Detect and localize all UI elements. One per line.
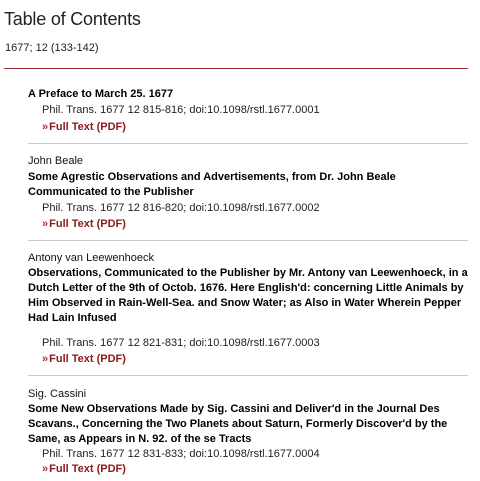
- article-title[interactable]: A Preface to March 25. 1677: [28, 88, 174, 100]
- chevron-right-icon: »: [42, 218, 49, 230]
- page-title: Table of Contents: [4, 9, 141, 29]
- article-author[interactable]: John Beale: [28, 155, 84, 167]
- chevron-right-icon: »: [42, 121, 49, 133]
- full-text-label: Full Text (PDF): [49, 353, 126, 365]
- article-title[interactable]: Some Agrestic Observations and Advertisements, from Dr. John Beale Communicated to the Publisher: [28, 171, 396, 198]
- article-title[interactable]: Observations, Communicated to the Publisher by Mr. Antony van Leewenhoeck, in a Dutch Letter of the 9th of Octob. 1676. Here English'd: concerning Little Animals by Him Observed in Rain-Well-Sea. and Snow Water; as Also in Water Wherein Pepper Had Lain Infused: [28, 267, 468, 324]
- article-title[interactable]: Some New Observations Made by Sig. Cassini and Deliver'd in the Journal Des Scavans., Concerning the Two Planets about Saturn, Formerly Discover'd by the Same, as Appears in N. 92. of the se Tracts: [28, 403, 448, 445]
- article-separator: [28, 375, 468, 376]
- article-author[interactable]: Sig. Cassini: [28, 388, 87, 400]
- article-citation: Phil. Trans. 1677 12 815-816; doi:10.1098/rstl.1677.0001: [42, 104, 320, 116]
- full-text-label: Full Text (PDF): [49, 463, 126, 475]
- header-divider: [4, 68, 468, 69]
- full-text-pdf-link[interactable]: [42, 218, 126, 230]
- full-text-pdf-link[interactable]: [42, 463, 126, 475]
- full-text-pdf-link[interactable]: [42, 121, 126, 133]
- article-citation: Phil. Trans. 1677 12 821-831; doi:10.1098/rstl.1677.0003: [42, 337, 320, 349]
- article-separator: [28, 143, 468, 144]
- full-text-label: Full Text (PDF): [49, 121, 126, 133]
- chevron-right-icon: »: [42, 353, 49, 365]
- article-author[interactable]: Antony van Leewenhoeck: [28, 252, 154, 264]
- issue-info: 1677; 12 (133-142): [5, 42, 99, 54]
- article-separator: [28, 240, 468, 241]
- full-text-pdf-link[interactable]: [42, 353, 126, 365]
- article-citation: Phil. Trans. 1677 12 831-833; doi:10.1098/rstl.1677.0004: [42, 448, 320, 460]
- chevron-right-icon: »: [42, 463, 49, 475]
- full-text-label: Full Text (PDF): [49, 218, 126, 230]
- article-citation: Phil. Trans. 1677 12 816-820; doi:10.1098/rstl.1677.0002: [42, 202, 320, 214]
